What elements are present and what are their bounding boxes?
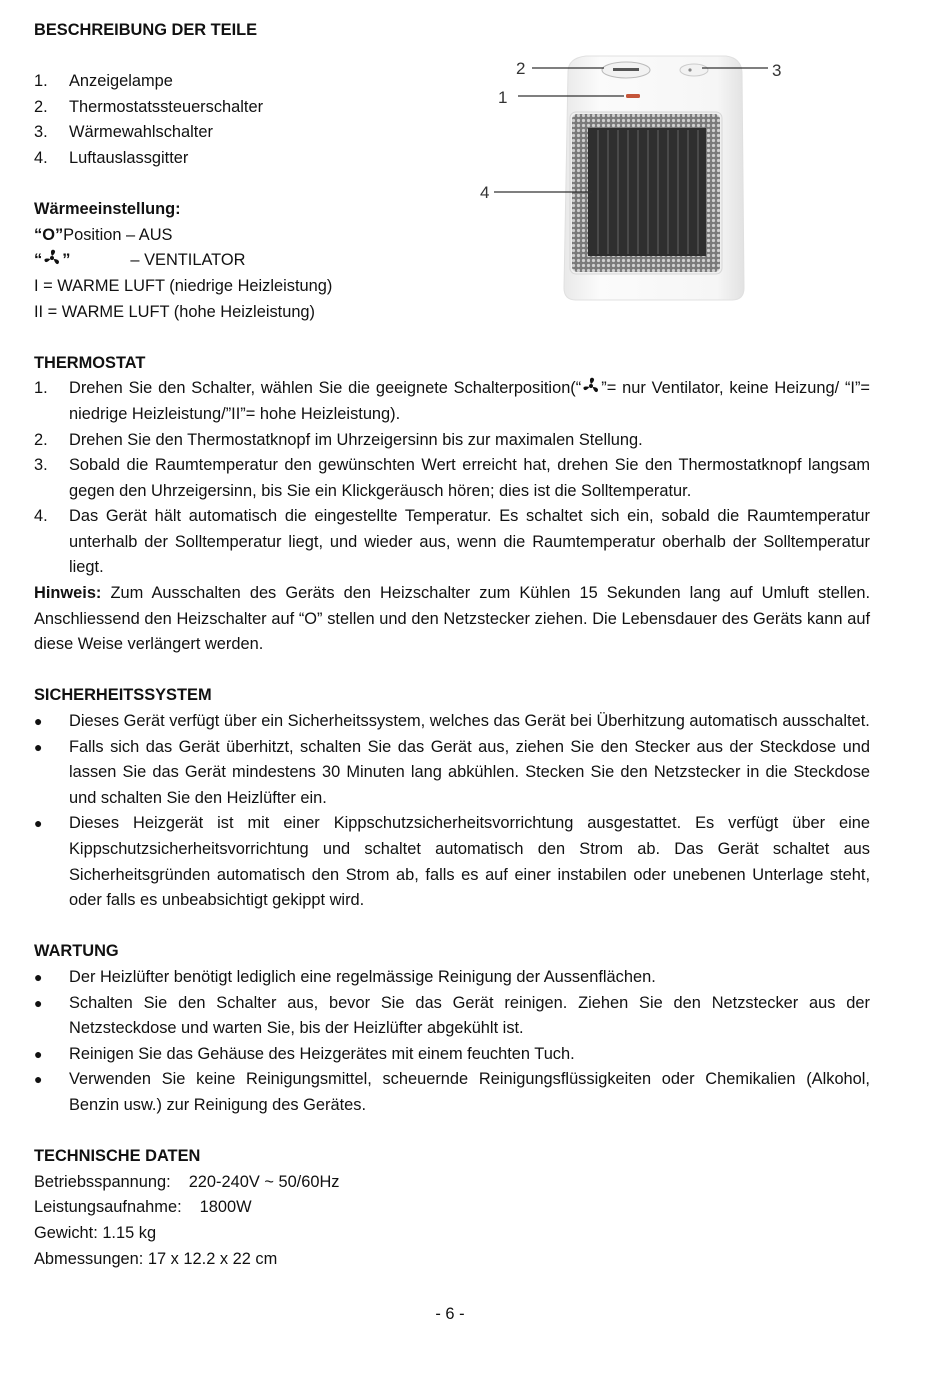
fan-icon xyxy=(581,377,601,395)
safety-heading: SICHERHEITSSYSTEM xyxy=(34,686,212,705)
spec-dimensions: Abmessungen: 17 x 12.2 x 22 cm xyxy=(34,1249,278,1268)
maintenance-heading: WARTUNG xyxy=(34,942,119,961)
heat-line-low: I = WARME LUFT (niedrige Heizleistung) xyxy=(34,276,333,295)
callout-label-1: 1 xyxy=(498,88,508,107)
thermostat-item: 4. Das Gerät hält automatisch die eingestellte Temperatur. Es schaltet sich ein, sobald die Raumtemperatur unterhalb der Solltemperatur liegt, und wieder aus, wenn die Raumtemperatur oberhalb der Solltemperatur liegt. xyxy=(34,507,870,577)
heat-line-high: II = WARME LUFT (hohe Heizleistung) xyxy=(34,302,316,321)
page-number: - 6 - xyxy=(435,1305,465,1323)
note-label: Hinweis: xyxy=(34,584,102,603)
parts-item: 2. Thermostatssteuerschalter xyxy=(34,97,264,116)
thermostat-item: 1. Drehen Sie den Schalter, wählen Sie die geeignete Schalterposition(“ ”= nur Ventilator, keine Heizung/ “I”= niedrige Heizleistung/”II”= hohe Heizleistung). xyxy=(34,379,870,423)
heat-line-fan: “ ” – VENTILATOR xyxy=(34,251,246,270)
spec-voltage: Betriebsspannung: 220-240V ~ 50/60Hz xyxy=(34,1172,340,1191)
thermostat-item: 2. Drehen Sie den Thermostatknopf im Uhrzeigersinn bis zur maximalen Stellung. xyxy=(34,430,643,449)
spec-power: Leistungsaufnahme: 1800W xyxy=(34,1198,252,1217)
heat-line-off: “O”Position – AUS xyxy=(34,225,173,244)
list-item: ● Falls sich das Gerät überhitzt, schalten Sie das Gerät aus, ziehen Sie den Stecker aus der Steckdose und lassen Sie das Gerät mindestens 30 Minuten lang abkühlen. Stecken Sie den Netzstecker in die Steckdose und schalten Sie den Heizlüfter ein. xyxy=(34,737,870,807)
maintenance-list xyxy=(34,965,870,1119)
list-item: ● Reinigen Sie das Gehäuse des Heizgerätes mit einem feuchten Tuch. xyxy=(34,1044,575,1063)
callout-label-3: 3 xyxy=(772,61,782,80)
list-item: ● Verwenden Sie keine Reinigungsmittel, scheuernde Reinigungsflüssigkeiten oder Chemikalien (Alkohol, Benzin usw.) zur Reinigung des Gerätes. xyxy=(34,1070,870,1114)
spec-weight: Gewicht: 1.15 kg xyxy=(34,1223,157,1242)
thermostat-item: 3. Sobald die Raumtemperatur den gewünschten Wert erreicht hat, drehen Sie den Thermostatknopf langsam gegen den Uhrzeigersinn, bis Sie ein Klickgeräusch hören; dies ist die Solltemperatur. xyxy=(34,456,870,500)
parts-heading: BESCHREIBUNG DER TEILE xyxy=(34,21,258,39)
parts-list xyxy=(34,69,464,171)
heater-figure xyxy=(476,48,806,308)
fan-icon xyxy=(42,249,62,267)
safety-list xyxy=(34,709,870,914)
list-item: ● Der Heizlüfter benötigt lediglich eine regelmässige Reinigung der Aussenflächen. xyxy=(34,967,656,986)
parts-item: 1. Anzeigelampe xyxy=(34,72,173,91)
thermostat-note: Hinweis: Zum Ausschalten des Geräts den Heizschalter zum Kühlen 15 Sekunden lang auf Umluft stellen. Anschliessend den Heizschalter auf “O” stellen und den Netzstecker ziehen. Die Lebensdauer des Geräts kann auf diese Weise verlängert werden. xyxy=(34,584,870,654)
callout-label-4: 4 xyxy=(480,183,490,202)
specs-heading: TECHNISCHE DATEN xyxy=(34,1147,201,1166)
thermostat-heading: THERMOSTAT xyxy=(34,353,146,372)
list-item: ● Dieses Heizgerät ist mit einer Kippschutzsicherheitsvorrichtung ausgestattet. Es verfügt über eine Kippschutzsicherheitsvorrichtung und schaltet automatisch den Strom ab. Das Gerät schaltet aus Sicherheitsgründen automatisch den Strom ab, falls es auf einer instabilen oder unebenen Unterlage steht, oder falls es unbeabsichtigt gekippt wird. xyxy=(34,814,870,910)
heat-selector-knob xyxy=(680,64,708,76)
list-item: ● Dieses Gerät verfügt über ein Sicherheitssystem, welches das Gerät bei Überhitzung automatisch ausschaltet. xyxy=(34,712,870,731)
heat-heading: Wärmeeinstellung: xyxy=(34,200,181,219)
parts-item: 3. Wärmewahlschalter xyxy=(34,123,213,142)
indicator-lamp xyxy=(626,94,640,98)
parts-item: 4. Luftauslassgitter xyxy=(34,148,189,167)
list-item: ● Schalten Sie den Schalter aus, bevor Sie das Gerät reinigen. Ziehen Sie den Netzstecker aus der Netzsteckdose und warten Sie, bis der Heizlüfter abgekühlt ist. xyxy=(34,993,870,1038)
thermostat-list xyxy=(34,376,870,581)
callout-label-2: 2 xyxy=(516,59,526,78)
